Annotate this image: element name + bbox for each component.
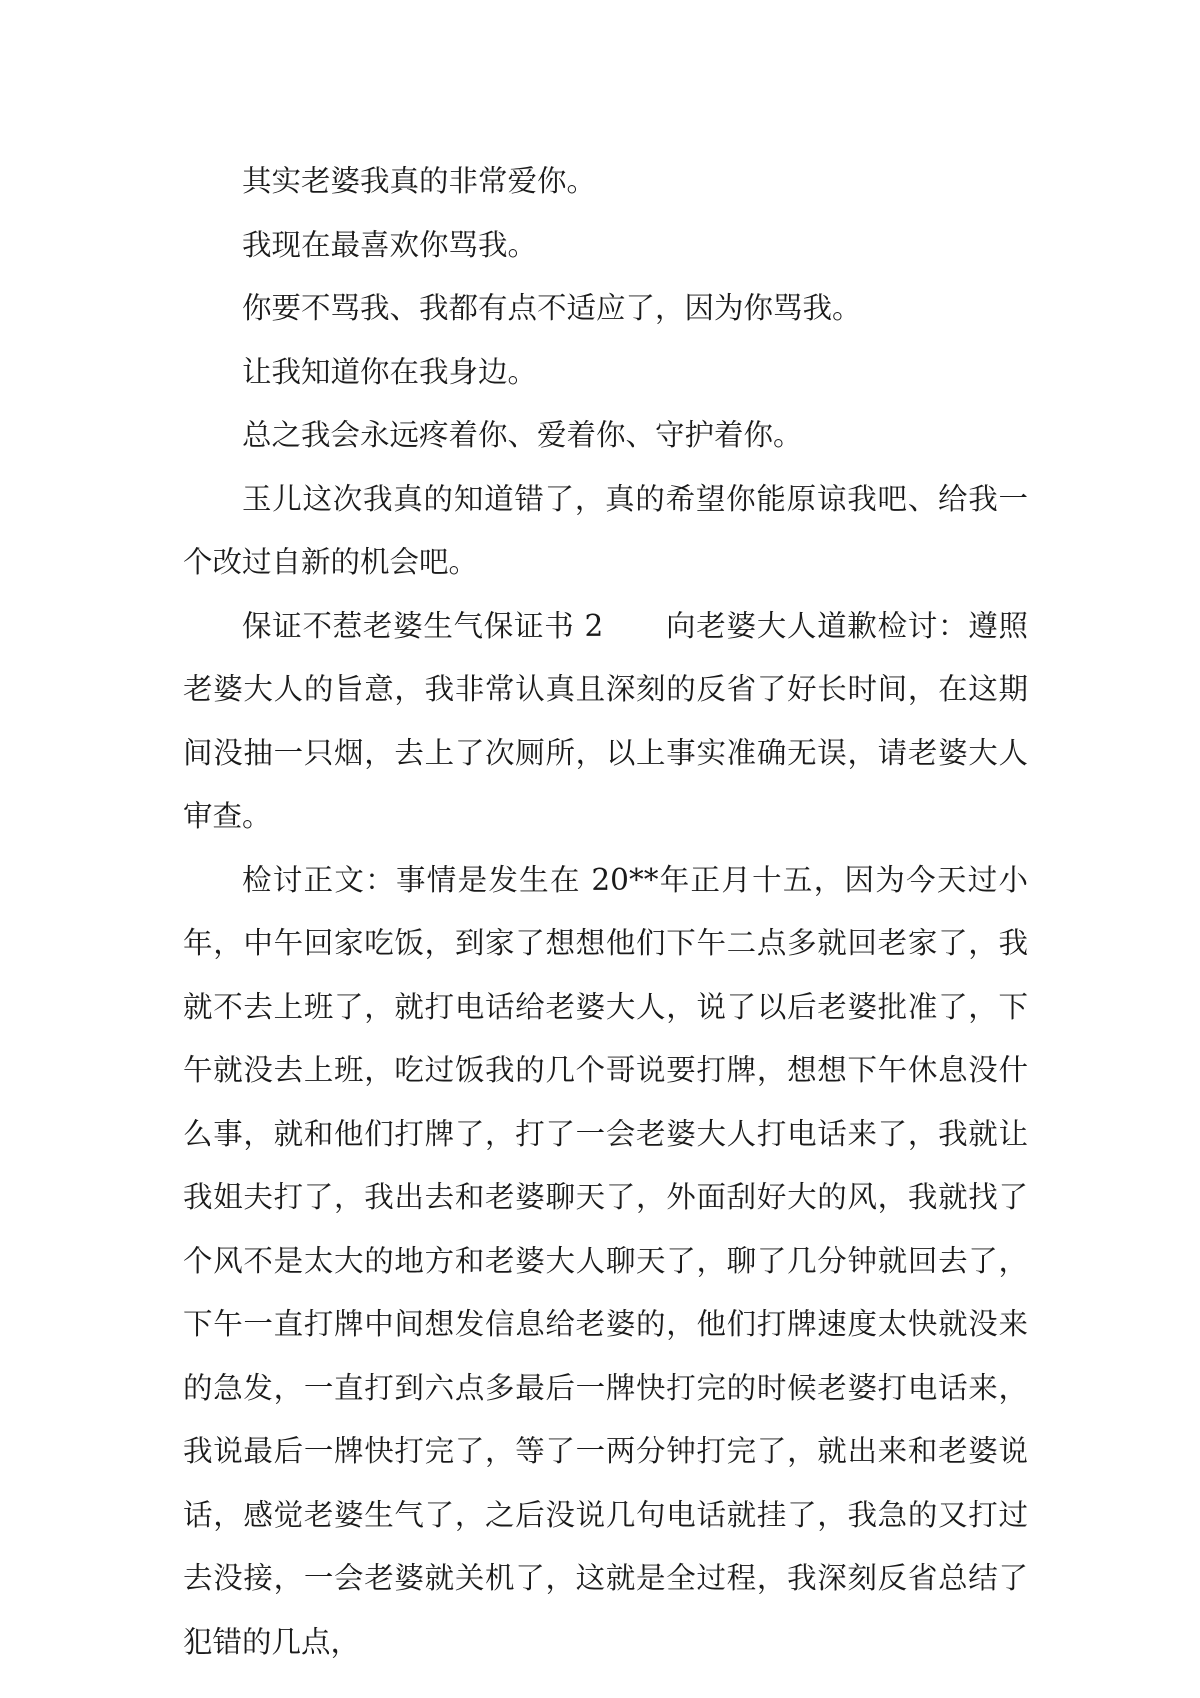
- paragraph-5: 总之我会永远疼着你、爱着你、守护着你。: [242, 418, 803, 452]
- section-intro: 向老婆大人道歉检讨：遵照老婆大人的旨意，我非常认真且深刻的反省了好长时间，在这期间没抽一只烟，去上了次厕所，以上事实准确无误，请老婆大人审查。: [183, 608, 1028, 833]
- paragraph-4: 让我知道你在我身边。: [242, 354, 538, 389]
- section-title: 保证不惹老婆生气保证书 2: [242, 608, 604, 643]
- paragraph-6: 玉儿这次我真的知道错了，真的希望你能原谅我吧、给我一个改过自新的机会吧。: [183, 481, 1028, 579]
- paragraph-2: 我现在最喜欢你骂我。: [242, 227, 538, 262]
- document-body: [183, 150, 1028, 1674]
- paragraph-3: 你要不骂我、我都有点不适应了，因为你骂我。: [242, 291, 862, 325]
- paragraph-1: 其实老婆我真的非常爱你。: [242, 164, 597, 198]
- main-text-paragraph: 检讨正文：事情是发生在 20**年正月十五，因为今天过小年，中午回家吃饭，到家了想想他们下午二点多就回老家了，我就不去上班了，就打电话给老婆大人，说了以后老婆批准了，下午就没去上班，吃过饭我的几个哥说要打牌，想想下午休息没什么事，就和他们打牌了，打了一会老婆大人打电话来了，我就让我姐夫打了，我出去和老婆聊天了，外面刮好大的风，我就找了个风不是太大的地方和老婆大人聊天了，聊了几分钟就回去了，下午一直打牌中间想发信息给老婆的，他们打牌速度太快就没来的急发，一直打到六点多最后一牌快打完的时候老婆打电话来，我说最后一牌快打完了，等了一两分钟打完了，就出来和老婆说话，感觉老婆生气了，之后没说几句电话就挂了，我急的又打过去没接，一会老婆就关机了，这就是全过程，我深刻反省总结了犯错的几点，: [183, 862, 1028, 1659]
- section-paragraph: [183, 595, 1028, 849]
